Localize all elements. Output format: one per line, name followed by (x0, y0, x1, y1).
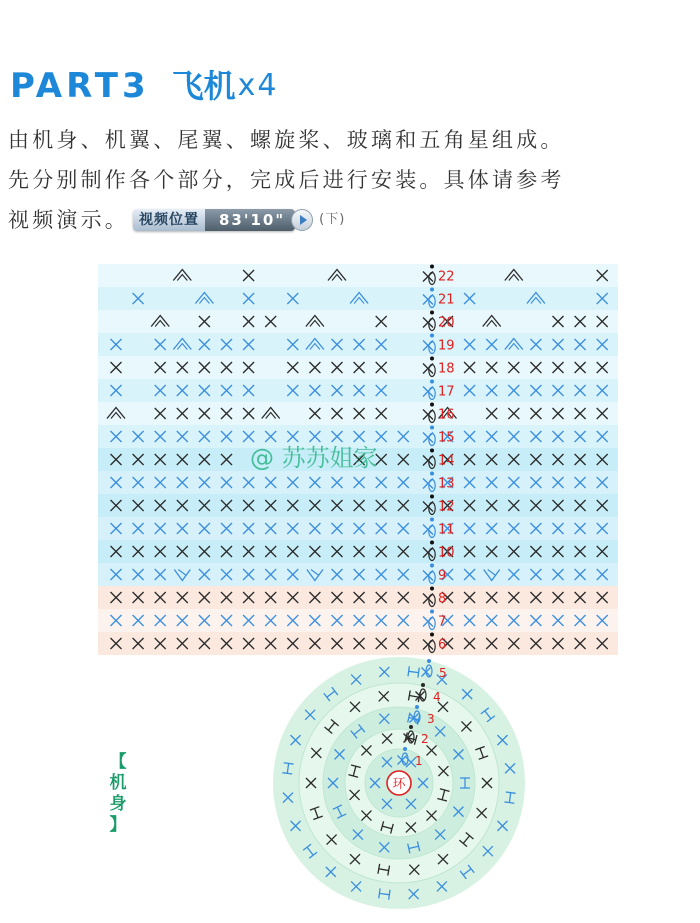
slip-stitch-dot (430, 311, 434, 315)
round-slip-dot (421, 683, 425, 687)
row-number: 9 (438, 568, 447, 584)
description-line-2: 先分别制作各个部分，完成后进行安装。具体请参考 (8, 168, 565, 192)
row-number: 10 (438, 545, 455, 561)
chart-row-band (98, 540, 618, 563)
row-number: 12 (438, 499, 455, 515)
row-number: 15 (438, 430, 455, 446)
slip-stitch-dot (430, 472, 434, 476)
row-number: 7 (438, 614, 447, 630)
row-number: 22 (438, 269, 455, 285)
round-slip-dot (403, 747, 407, 751)
round-number: 1 (415, 754, 423, 768)
part-label: PART3 (10, 66, 150, 106)
slip-stitch-dot (430, 334, 434, 338)
slip-stitch-dot (430, 541, 434, 545)
chart-row-band (98, 517, 618, 540)
row-number: 14 (438, 453, 455, 469)
slip-stitch-dot (430, 265, 434, 269)
item-name: 飞机 (171, 67, 236, 105)
section-label-text-2: 身 (109, 794, 127, 814)
video-note: (下) (319, 212, 346, 227)
slip-stitch-dot (430, 633, 434, 637)
row-number: 21 (438, 292, 455, 308)
chart-row-band (98, 632, 618, 655)
slip-stitch-dot (430, 380, 434, 384)
round-number: 4 (433, 690, 441, 704)
slip-stitch-dot (430, 449, 434, 453)
chart-row-band (98, 586, 618, 609)
round-number: 3 (427, 712, 435, 726)
video-time: 83'10" (205, 209, 295, 231)
row-number: 18 (438, 361, 455, 377)
round-slip-dot (409, 725, 413, 729)
slip-stitch-dot (430, 587, 434, 591)
row-number: 8 (438, 591, 447, 607)
section-label-open: 【 (109, 752, 127, 772)
round-slip-dot (427, 659, 431, 663)
round-number: 5 (439, 666, 447, 680)
chart-row-band (98, 494, 618, 517)
slip-stitch-dot (430, 564, 434, 568)
slip-stitch-dot (430, 495, 434, 499)
row-number: 17 (438, 384, 455, 400)
row-number: 16 (438, 407, 455, 423)
chart-row-band (98, 402, 618, 425)
slip-stitch-dot (430, 403, 434, 407)
section-label-text-1: 机 (109, 773, 127, 793)
video-position-label: 视频位置 (133, 209, 205, 231)
watermark: @ 苏苏姐家 (250, 444, 378, 472)
section-label-close: 】 (109, 815, 127, 835)
slip-stitch-dot (430, 610, 434, 614)
chart-row-band (98, 379, 618, 402)
row-number: 11 (438, 522, 455, 538)
round-number: 2 (421, 732, 429, 746)
row-number: 13 (438, 476, 455, 492)
slip-stitch-dot (430, 288, 434, 292)
item-count: x4 (237, 68, 279, 103)
chart-row-band (98, 264, 618, 287)
chart-row-band (98, 563, 618, 586)
chart-row-band (98, 609, 618, 632)
row-number: 19 (438, 338, 455, 354)
description-line-1: 由机身、机翼、尾翼、螺旋桨、玻璃和五角星组成。 (8, 128, 565, 152)
chart-row-band (98, 356, 618, 379)
slip-stitch-dot (430, 518, 434, 522)
row-number: 20 (438, 315, 455, 331)
row-number: 6 (438, 637, 447, 653)
center-label: 环 (392, 777, 406, 792)
slip-stitch-dot (430, 426, 434, 430)
description-line-3-text: 视频演示。 (8, 208, 129, 232)
chart-row-band (98, 471, 618, 494)
chart-row-band (98, 310, 618, 333)
slip-stitch-dot (430, 357, 434, 361)
chart-row-band (98, 333, 618, 356)
section-label (107, 752, 129, 836)
round-slip-dot (415, 705, 419, 709)
